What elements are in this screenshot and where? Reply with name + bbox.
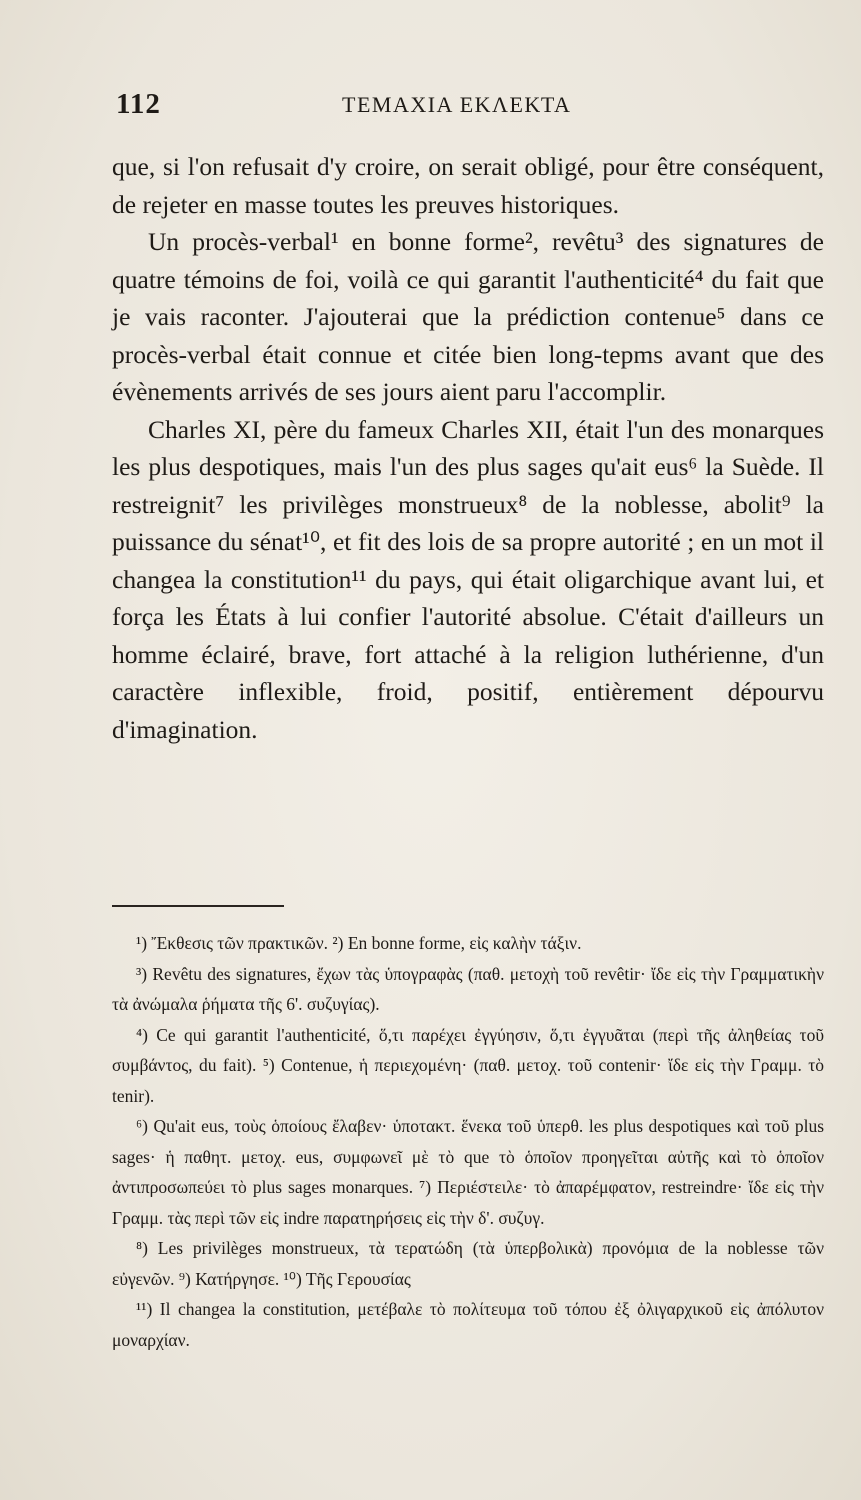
main-text [112,148,824,748]
footnote: ⁴) Ce qui garantit l'authenticité, ὅ,τι παρέχει ἐγγύησιν, ὅ,τι ἐγγυᾶται (περὶ τῆς ἀληθείας τοῦ συμβάντος, du fait). ⁵) Contenue, ἡ περιεχομένη· (παθ. μετοχ. τοῦ contenir· ἴδε εἰς τὴν Γραμμ. τὸ tenir). [112,1024,824,1106]
footnotes [112,928,824,1355]
footnote: ³) Revêtu des signatures, ἔχων τὰς ὑπογραφὰς (παθ. μετοχὴ τοῦ revêtir· ἴδε εἰς τὴν Γραμματικὴν τὰ ἀνώμαλα ῥήματα τῆς 6'. συζυγίας). [112,963,824,1014]
paragraph: Un procès-verbal¹ en bonne forme², revêtu³ des signatures de quatre témoins de foi, voilà ce qui garantit l'authenticité⁴ du fait que je vais raconter. J'ajouterai que la prédiction contenue⁵ dans ce procès-verbal était connue et citée bien long-tepms avant que des évènements arrivés de ses jours aient paru l'accomplir. [112,227,824,406]
paragraph: Charles XI, père du fameux Charles XII, était l'un des monarques les plus despotiques, mais l'un des plus sages qu'ait eus⁶ la Suède. Il restreignit⁷ les privilèges monstrueux⁸ de la noblesse, abolit⁹ la puissance du sénat¹⁰, et fit des lois de sa propre autorité ; en un mot il changea la constitution¹¹ du pays, qui était oligarchique avant lui, et força les États à lui confier l'autorité absolue. C'était d'ailleurs un homme éclairé, brave, fort attaché à la religion luthérienne, d'un caractère inflexible, froid, positif, entièrement dépourvu d'imagination. [112,414,824,744]
running-title: ΤΕΜΑΧΙΑ ΕΚΛΕΚΤΑ [342,92,572,117]
page-number: 112 [116,88,161,120]
footnote: ¹) Ἔκθεσις τῶν πρακτικῶν. ²) En bonne forme, εἰς καλὴν τάξιν. [136,933,582,953]
footnote-divider [112,905,284,907]
footnote: ⁶) Qu'ait eus, τοὺς ὁποίους ἔλαβεν· ὑποτακτ. ἕνεκα τοῦ ὑπερθ. les plus despotiques καὶ τοῦ plus sages· ἡ παθητ. μετοχ. eus, συμφωνεῖ μὲ τὸ que τὸ ὁποῖον προηγεῖται αὐτῆς καὶ τὸ ὁποῖον ἀντιπροσωπεύει τὸ plus sages monarques. ⁷) Περιέστειλε· τὸ ἀπαρέμφατον, restreindre· ἴδε εἰς τὴν Γραμμ. τὰς περὶ τῶν εἰς indre παρατηρήσεις εἰς τὴν δ'. συζυγ. [112,1116,824,1228]
paragraph: que, si l'on refusait d'y croire, on serait obligé, pour être conséquent, de rejeter en masse toutes les preuves historiques. [112,152,824,219]
page-header [112,88,832,128]
footnote: ¹¹) Il changea la constitution, μετέβαλε τὸ πολίτευμα τοῦ τόπου ἐξ ὀλιγαρχικοῦ εἰς ἀπόλυτον μοναρχίαν. [112,1299,824,1350]
footnote: ⁸) Les privilèges monstrueux, τὰ τερατώδη (τὰ ὑπερβολικὰ) προνόμια de la noblesse τῶν εὐγενῶν. ⁹) Κατήργησε. ¹⁰) Τῆς Γερουσίας [112,1238,824,1289]
